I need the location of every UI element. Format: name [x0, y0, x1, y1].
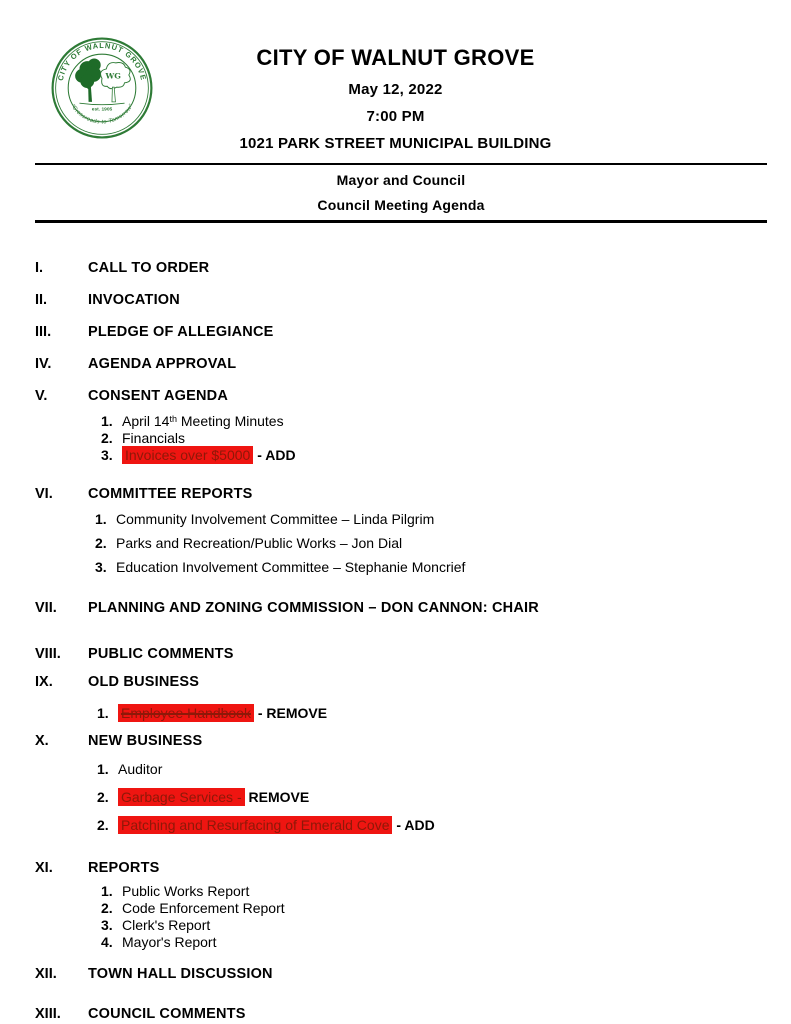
agenda-item: [97, 760, 767, 778]
agenda-item: [97, 704, 767, 722]
item-number: 2.: [101, 430, 113, 446]
item-number: 1.: [97, 761, 109, 777]
item-text-segment: Financials: [122, 430, 186, 446]
section-numeral: V.: [35, 388, 48, 404]
section-numeral: II.: [35, 292, 48, 308]
seal-top-text: CITY OF WALNUT GROVE: [55, 41, 149, 82]
meeting-time: 7:00 PM: [366, 108, 425, 125]
agenda-section: [35, 259, 767, 277]
item-text-segment: Meeting Minutes: [176, 413, 284, 429]
item-number: 3.: [101, 447, 113, 463]
section-heading: [35, 599, 767, 617]
item-text-segment: REMOVE: [244, 789, 310, 805]
section-title: INVOCATION: [88, 292, 180, 308]
agenda-item-list: [97, 704, 767, 722]
section-title: COMMITTEE REPORTS: [88, 486, 253, 502]
item-number: 1.: [101, 883, 113, 899]
agenda-section: [35, 732, 767, 834]
section-heading: [35, 1005, 767, 1023]
walnut-tree-icon: [75, 59, 130, 113]
seal-ground-line: [79, 103, 124, 105]
agenda-section: [35, 291, 767, 309]
agenda-item-list: [95, 510, 767, 576]
item-text: [122, 900, 285, 916]
item-number: 1.: [101, 413, 113, 429]
item-text: [122, 430, 185, 446]
item-text: [118, 761, 162, 777]
item-text-segment: - ADD: [253, 447, 296, 463]
document-body: [0, 163, 791, 1023]
section-heading: [35, 645, 767, 663]
agenda-section: [35, 645, 767, 663]
page-title: CITY OF WALNUT GROVE: [256, 45, 535, 70]
item-text: [116, 559, 465, 575]
section-numeral: IX.: [35, 674, 53, 690]
agenda-item-list: [101, 883, 767, 951]
item-text: [122, 413, 284, 429]
agenda-section: [35, 485, 767, 576]
agenda-section: [35, 673, 767, 722]
item-text: [118, 788, 309, 806]
agenda-section: [35, 387, 767, 464]
section-heading: [35, 732, 767, 750]
section-numeral: VIII.: [35, 646, 61, 662]
section-numeral: III.: [35, 324, 52, 340]
item-text-segment: April 14: [122, 413, 170, 429]
section-numeral: XII.: [35, 966, 57, 982]
item-text-segment: Education Involvement Committee – Stephanie Moncrief: [116, 559, 466, 575]
agenda-section: [35, 355, 767, 373]
section-title: PLEDGE OF ALLEGIANCE: [88, 324, 274, 340]
item-text: [122, 917, 210, 933]
agenda-item: [101, 430, 767, 447]
item-text-segment: - REMOVE: [253, 705, 328, 721]
divider-top: [35, 163, 767, 165]
org-name: Mayor and Council: [336, 172, 466, 188]
item-text-segment: Garbage Services -: [118, 788, 245, 806]
seal-monogram: WG: [105, 71, 121, 81]
item-number: 1.: [95, 511, 107, 527]
section-title: AGENDA APPROVAL: [88, 356, 237, 372]
meeting-date: May 12, 2022: [348, 81, 443, 98]
item-text-segment: Patching and Resurfacing of Emerald Cove: [118, 816, 392, 834]
section-numeral: X.: [35, 733, 49, 749]
item-text: [122, 934, 216, 950]
section-heading: [35, 291, 767, 309]
section-title: CALL TO ORDER: [88, 260, 210, 276]
section-title: NEW BUSINESS: [88, 733, 203, 749]
item-number: 3.: [101, 917, 113, 933]
section-numeral: I.: [35, 260, 44, 276]
city-seal-logo: [44, 36, 160, 140]
agenda-item: [101, 900, 767, 917]
section-title: CONSENT AGENDA: [88, 388, 229, 404]
item-text: [122, 883, 249, 899]
section-numeral: XIII.: [35, 1006, 61, 1022]
meeting-location: 1021 PARK STREET MUNICIPAL BUILDING: [239, 135, 552, 152]
agenda-item: [95, 558, 767, 576]
item-text-segment: Invoices over $5000: [122, 446, 253, 464]
section-title: TOWN HALL DISCUSSION: [88, 966, 273, 982]
section-title: COUNCIL COMMENTS: [88, 1006, 246, 1022]
agenda-item-list: [97, 760, 767, 834]
agenda-item: [101, 447, 767, 464]
item-text-segment: Public Works Report: [122, 883, 250, 899]
agenda-item: [101, 934, 767, 951]
agenda-item: [95, 534, 767, 552]
item-number: 2.: [97, 789, 109, 805]
section-heading: [35, 355, 767, 373]
section-numeral: VII.: [35, 600, 57, 616]
section-title: REPORTS: [88, 860, 160, 876]
item-text-segment: Community Involvement Committee – Linda Pilgrim: [116, 511, 435, 527]
item-number: 3.: [95, 559, 107, 575]
item-text-segment: Employee Handbook: [118, 704, 254, 722]
section-heading: [35, 387, 767, 405]
item-text-segment: th: [169, 414, 177, 424]
item-number: 2.: [95, 535, 107, 551]
item-text-segment: - ADD: [392, 817, 435, 833]
section-heading: [35, 965, 767, 983]
item-number: 4.: [101, 934, 113, 950]
agenda-item: [95, 510, 767, 528]
section-title: PLANNING AND ZONING COMMISSION – DON CANNON: CHAIR: [88, 600, 539, 616]
section-title: PUBLIC COMMENTS: [88, 646, 234, 662]
city-seal-icon: [44, 36, 160, 140]
item-number: 2.: [97, 817, 109, 833]
item-number: 1.: [97, 705, 109, 721]
item-text: [118, 816, 435, 834]
item-text: [116, 535, 402, 551]
agenda-item: [101, 917, 767, 934]
item-text-segment: Mayor's Report: [122, 934, 217, 950]
item-text: [118, 704, 327, 722]
section-numeral: XI.: [35, 860, 53, 876]
section-heading: [35, 323, 767, 341]
section-title: OLD BUSINESS: [88, 674, 200, 690]
item-text-segment: Auditor: [118, 761, 163, 777]
seal-bottom-text: "Crossroads to Tomorrow": [69, 103, 135, 126]
agenda-section: [35, 859, 767, 951]
section-numeral: VI.: [35, 486, 53, 502]
agenda-item: [101, 411, 767, 430]
agenda-item: [97, 816, 767, 834]
item-text: [116, 511, 434, 527]
document-title: Council Meeting Agenda: [317, 197, 485, 213]
agenda-section: [35, 599, 767, 617]
section-heading: [35, 259, 767, 277]
item-number: 2.: [101, 900, 113, 916]
agenda-item: [101, 883, 767, 900]
divider-bottom: [35, 220, 767, 223]
agenda-section: [35, 1005, 767, 1023]
section-numeral: IV.: [35, 356, 52, 372]
section-heading: [35, 485, 767, 503]
agenda-sections: [35, 259, 767, 1023]
agenda-item: [97, 788, 767, 806]
agenda-section: [35, 965, 767, 983]
section-heading: [35, 673, 767, 691]
seal-est-text: est. 1905: [91, 107, 113, 113]
agenda-section: [35, 323, 767, 341]
item-text-segment: Parks and Recreation/Public Works – Jon Dial: [116, 535, 403, 551]
item-text-segment: Code Enforcement Report: [122, 900, 285, 916]
section-heading: [35, 859, 767, 877]
item-text-segment: Clerk's Report: [122, 917, 211, 933]
agenda-item-list: [101, 411, 767, 464]
item-text: [122, 446, 296, 464]
